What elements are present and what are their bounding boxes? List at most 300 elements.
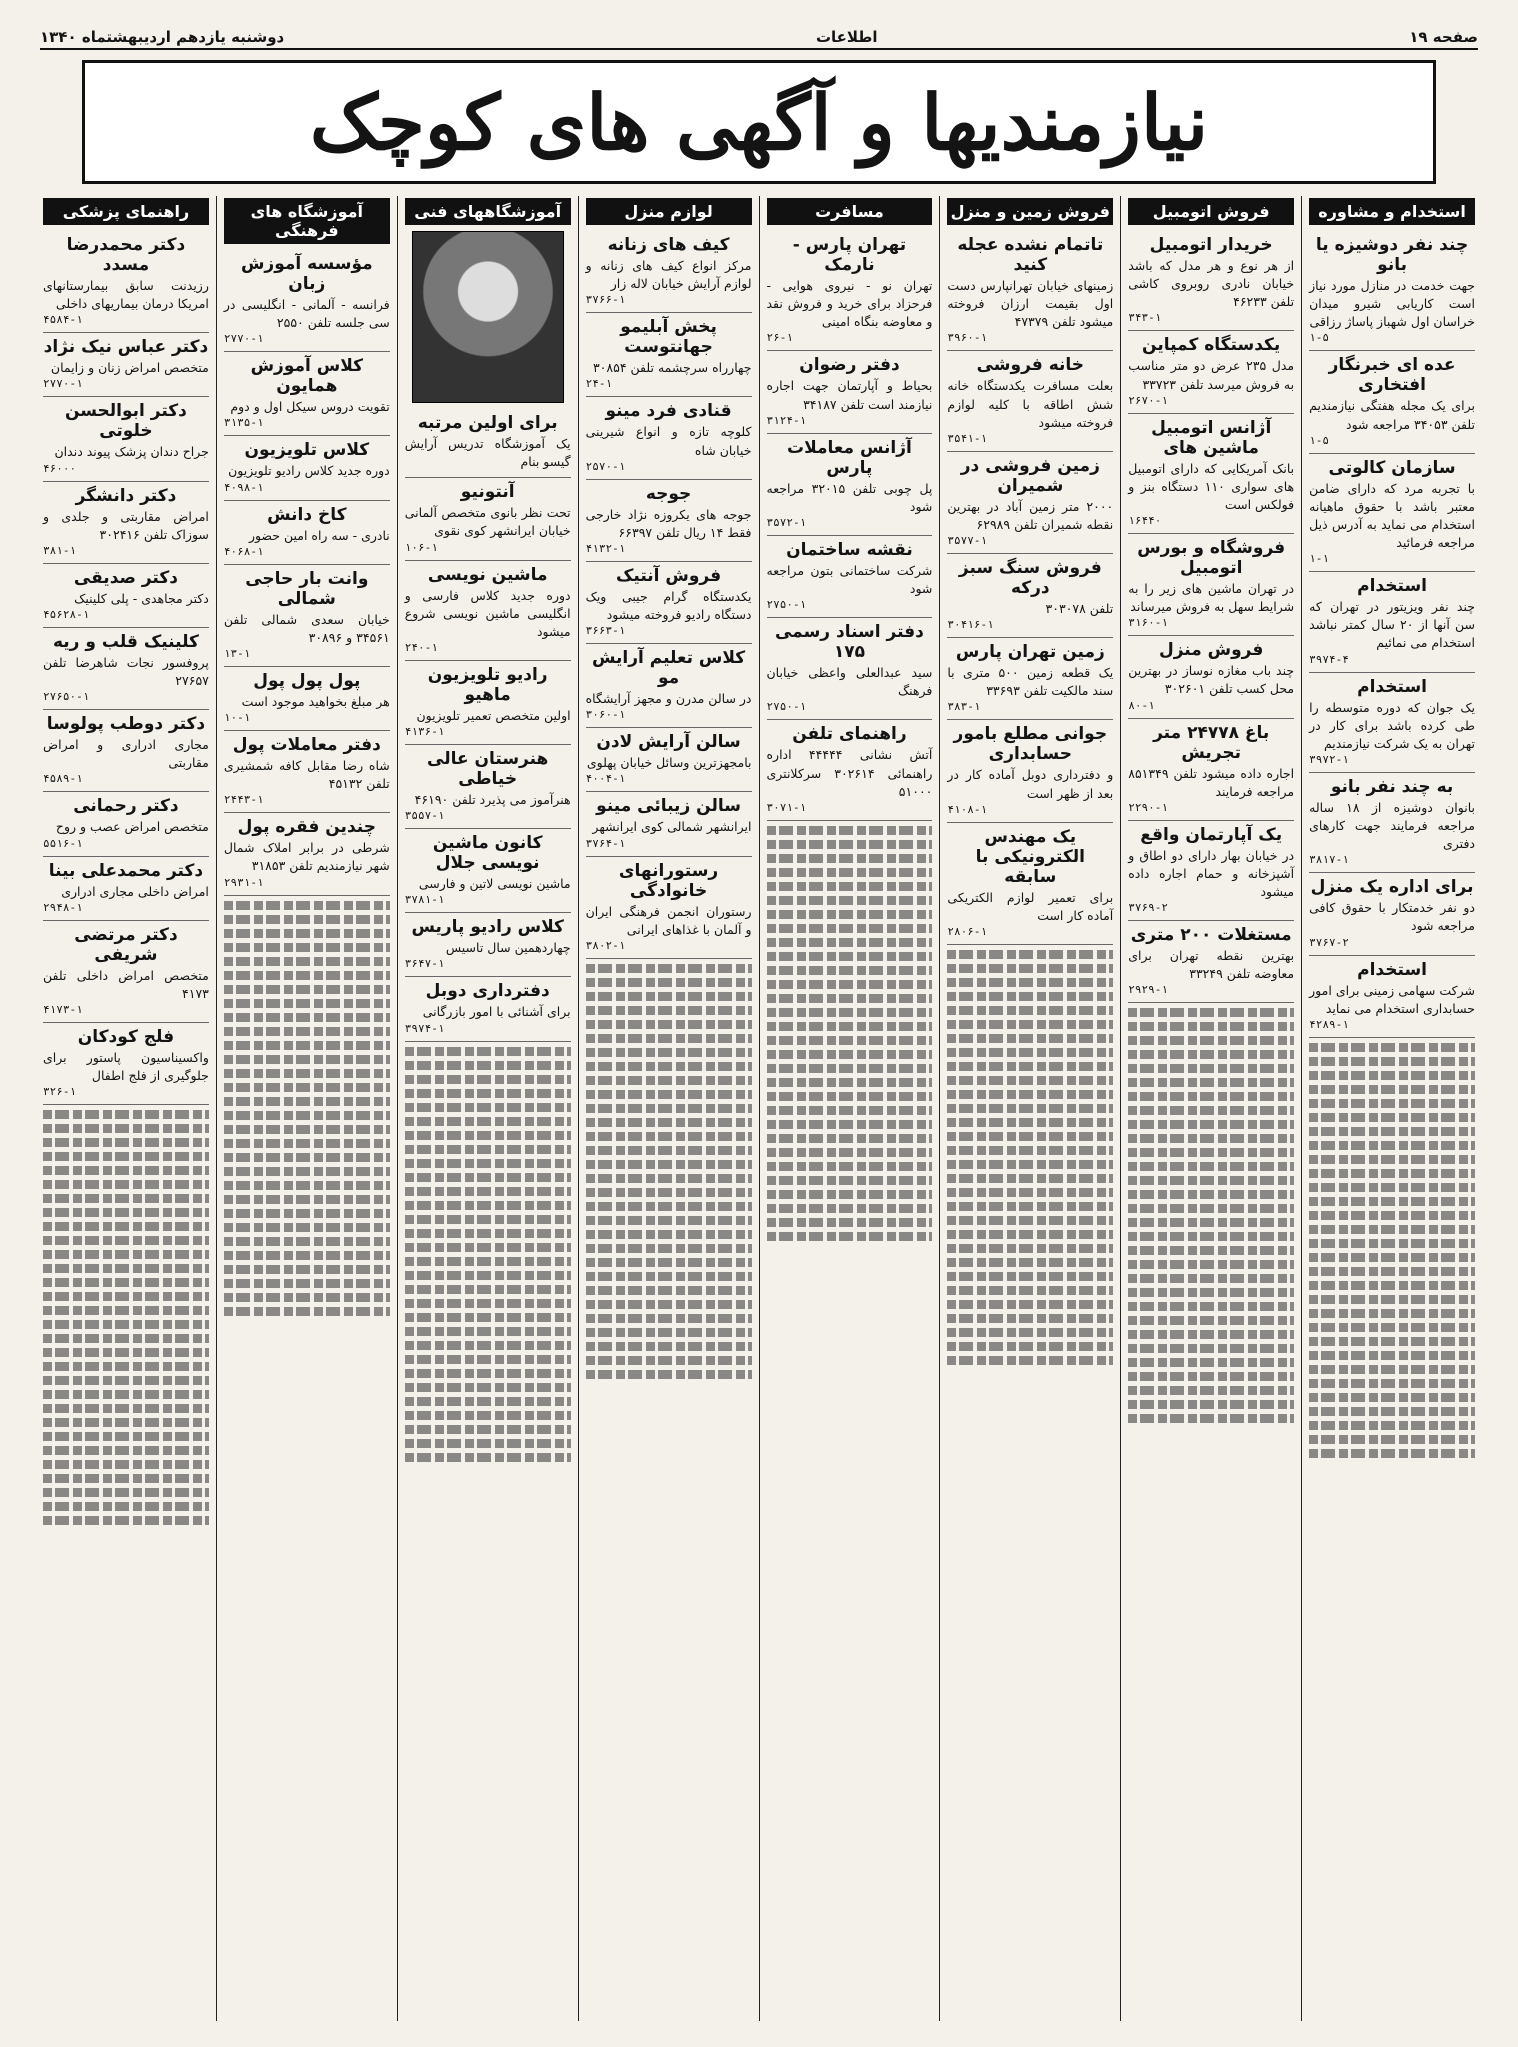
ad-title: جوجه xyxy=(645,483,692,504)
print-texture-line xyxy=(947,1356,1113,1365)
print-texture-line xyxy=(767,1148,933,1157)
ad-body: متخصص امراض عصب و روح xyxy=(55,819,209,835)
ad-body: هنرآموز می پذیرد تلفن ۴۶۱۹۰ xyxy=(414,792,571,807)
print-texture-line xyxy=(405,1411,571,1420)
ad-code: ۳۸۳-۱ xyxy=(947,700,981,714)
print-texture-line xyxy=(405,1299,571,1308)
print-texture-line xyxy=(405,1145,571,1154)
classified-ad xyxy=(405,913,571,977)
ad-code: ۲۴۴۳-۱ xyxy=(223,793,264,807)
print-texture-line xyxy=(1128,1190,1294,1199)
ad-code: ۳۵۴۱-۱ xyxy=(947,431,988,445)
print-texture-line xyxy=(586,1146,752,1155)
print-texture-line xyxy=(43,1194,209,1203)
ad-code: ۳۱۲۴-۱ xyxy=(766,413,807,427)
print-texture-line xyxy=(1309,1295,1475,1304)
ad-code: ۴۱۳۲-۱ xyxy=(585,541,626,555)
ad-title: دکتر مرتضی شریفی xyxy=(74,924,178,965)
print-texture-line xyxy=(1309,1183,1475,1192)
ad-title: یک آپارتمان واقع xyxy=(1140,824,1283,845)
ad-title: یک مهندس الکترونیکی با سابقه xyxy=(975,826,1085,887)
print-texture-line xyxy=(405,1131,571,1140)
print-texture-line xyxy=(947,964,1113,973)
ad-title: فروش آنتیک xyxy=(615,565,722,586)
issue-date: دوشنبه یازدهم اردیبهشتماه ۱۳۴۰ xyxy=(40,28,285,46)
ad-title: جوانی مطلع بامور حسابداری xyxy=(953,724,1108,765)
print-texture-line xyxy=(43,1222,209,1231)
print-texture-line xyxy=(224,1167,390,1176)
print-texture-line xyxy=(43,1306,209,1315)
column-5 xyxy=(578,196,759,2021)
print-texture-line xyxy=(947,1146,1113,1155)
print-texture-line xyxy=(1309,1239,1475,1248)
ad-body: هر مبلغ بخواهید موجود است xyxy=(241,693,390,709)
ad-body: رزیدنت سابق بیمارستانهای امریکا درمان بیماریهای داخلی xyxy=(43,278,209,312)
print-texture-line xyxy=(224,1027,390,1036)
ad-body: یک قطعه زمین ۵۰۰ متری با سند مالکیت تلفن ۳۳۶۹۳ xyxy=(947,665,1114,699)
ad-body: شاه رضا مقابل کافه شمشیری تلفن ۴۵۱۳۲ xyxy=(223,758,390,792)
print-texture-line xyxy=(767,1008,933,1017)
print-texture-line xyxy=(405,1061,571,1070)
print-texture-line xyxy=(767,1176,933,1185)
ad-body: متخصص امراض داخلی تلفن ۴۱۷۳ xyxy=(43,967,209,1001)
print-texture-line xyxy=(1128,1106,1294,1115)
print-texture-line xyxy=(1128,1260,1294,1269)
print-texture-line xyxy=(767,1064,933,1073)
classified-ad xyxy=(224,731,390,813)
ad-title: چند نفر دوشیزه یا بانو xyxy=(1315,235,1469,275)
print-texture-line xyxy=(586,1034,752,1043)
ad-code: ۳۹۷۴-۱ xyxy=(404,1021,445,1035)
ad-body: دوره جدید کلاس رادیو تلویزیون xyxy=(228,463,390,479)
print-texture-line xyxy=(224,1069,390,1078)
print-texture-line xyxy=(1128,1330,1294,1339)
print-texture-line xyxy=(767,1190,933,1199)
ad-body: مجاری ادراری و امراض مقاربتی xyxy=(43,737,209,771)
ad-body: برای یک مجله هفتگی نیازمندیم تلفن ۳۴۰۵۳ مراجعه شود xyxy=(1309,398,1475,432)
ad-body: رستوران انجمن فرهنگی ایران و آلمان با غذاهای ایرانی xyxy=(585,903,752,937)
print-texture-line xyxy=(586,1300,752,1309)
print-texture-line xyxy=(224,1041,390,1050)
banner-title: نیازمندیها و آگهی های کوچک xyxy=(309,77,1209,167)
ad-code: ۴۰۶۸-۱ xyxy=(223,544,264,558)
print-texture-line xyxy=(767,840,933,849)
print-texture-line xyxy=(1128,1218,1294,1227)
print-texture-line xyxy=(767,1120,933,1129)
print-texture-line xyxy=(947,1104,1113,1113)
print-texture-line xyxy=(947,1118,1113,1127)
classified-ad xyxy=(1309,231,1475,351)
ad-code: ۴۵۶۲۸-۱ xyxy=(43,607,90,621)
print-texture-line xyxy=(224,1209,390,1218)
print-texture-line xyxy=(586,1132,752,1141)
print-texture-line xyxy=(586,964,752,973)
paper-name: اطلاعات xyxy=(815,28,878,46)
print-texture-line xyxy=(947,1160,1113,1169)
print-texture-line xyxy=(43,1362,209,1371)
print-texture-line xyxy=(947,1062,1113,1071)
print-texture-line xyxy=(1128,1204,1294,1213)
classified-ad xyxy=(405,661,571,745)
print-texture-line xyxy=(405,1215,571,1224)
ad-body: یک جوان که دوره متوسطه را طی کرده باشد برای کار در تهران به یک شرکت نیازمندیم xyxy=(1309,699,1475,751)
ad-title: یکدستگاه کمپاین xyxy=(1142,335,1281,356)
ad-title: چندین فقره پول xyxy=(237,817,376,838)
classified-ad xyxy=(43,921,209,1023)
classified-ad xyxy=(43,564,209,628)
ad-title: خریدار اتومبیل xyxy=(1149,235,1273,255)
print-texture-line xyxy=(1309,1225,1475,1234)
ad-title: دفترداری دوبل xyxy=(425,981,550,1002)
print-texture-line xyxy=(586,1202,752,1211)
print-texture-line xyxy=(1128,1316,1294,1325)
ad-title: قنادی فرد مینو xyxy=(605,401,732,422)
column-6 xyxy=(397,196,578,2021)
ad-title: استخدام xyxy=(1357,676,1427,697)
print-texture-line xyxy=(947,1174,1113,1183)
print-texture-line xyxy=(405,1173,571,1182)
print-texture-line xyxy=(767,1022,933,1031)
print-texture-line xyxy=(1128,1386,1294,1395)
ad-title: راهنمای تلفن xyxy=(792,724,907,745)
print-texture-line xyxy=(1128,1246,1294,1255)
print-texture-line xyxy=(767,1218,933,1227)
print-texture-line xyxy=(43,1320,209,1329)
ad-title: کاخ دانش xyxy=(267,504,347,525)
ad-title: پول پول پول xyxy=(253,670,361,691)
print-texture-line xyxy=(405,1397,571,1406)
ad-body: نادری - سه راه امین حضور xyxy=(248,527,390,543)
ad-code: ۳۹۶۰-۱ xyxy=(947,331,988,345)
ad-code: ۴۵۸۹-۱ xyxy=(43,772,83,786)
ad-code: ۲۶۷۰-۱ xyxy=(1128,393,1168,407)
print-texture-line xyxy=(1309,1211,1475,1220)
ad-body: اولین متخصص تعمیر تلویزیون xyxy=(416,707,571,723)
classified-ad xyxy=(1309,956,1475,1038)
print-texture-line xyxy=(586,1090,752,1099)
ad-body: بامجهزترین وسائل خیابان پهلوی xyxy=(586,755,752,771)
print-texture-line xyxy=(767,1162,933,1171)
classified-ad xyxy=(1128,414,1294,534)
print-texture-line xyxy=(947,1188,1113,1197)
print-texture-line xyxy=(586,1342,752,1351)
print-texture-line xyxy=(767,924,933,933)
print-texture-line xyxy=(767,1036,933,1045)
print-texture-line xyxy=(1309,1169,1475,1178)
ad-body: و دفترداری دوبل آماده کار در بعد از ظهر است xyxy=(947,767,1114,801)
print-texture-line xyxy=(1309,1309,1475,1318)
print-texture-line xyxy=(767,980,933,989)
ad-code: ۴۲۸۹-۱ xyxy=(1309,1017,1349,1031)
print-texture-line xyxy=(1309,1323,1475,1332)
print-texture-line xyxy=(43,1124,209,1133)
classified-ad xyxy=(405,829,571,913)
classified-ad xyxy=(1128,231,1294,331)
print-texture-line xyxy=(43,1432,209,1441)
section-header: فروش زمین و منزل xyxy=(947,198,1113,225)
print-texture-line xyxy=(1309,1379,1475,1388)
ad-code: ۴۵۸۴-۱ xyxy=(43,313,83,327)
print-texture-line xyxy=(224,943,390,952)
print-texture-line xyxy=(586,1188,752,1197)
print-texture-line xyxy=(43,1446,209,1455)
ad-title: زمین تهران پارس xyxy=(955,642,1105,663)
classified-ad xyxy=(1128,534,1294,636)
classified-ad xyxy=(43,482,209,564)
print-texture-line xyxy=(405,1383,571,1392)
ad-code: ۳۵۷۲-۱ xyxy=(766,515,807,529)
print-texture-line xyxy=(405,1089,571,1098)
classified-ad xyxy=(1309,572,1475,672)
print-texture-line xyxy=(1128,1050,1294,1059)
print-texture-line xyxy=(405,1117,571,1126)
ad-title: عده ای خبرنگار افتخاری xyxy=(1328,355,1456,396)
print-texture-line xyxy=(1309,1351,1475,1360)
classified-ad xyxy=(767,351,933,433)
print-texture-line xyxy=(43,1502,209,1511)
ad-title: مستغلات ۲۰۰ متری xyxy=(1130,925,1292,946)
ad-code: ۱-۵ xyxy=(1309,331,1329,345)
classified-ad xyxy=(224,565,390,667)
ad-code: ۳۵۵۷-۱ xyxy=(404,809,445,823)
print-texture-line xyxy=(1128,1036,1294,1045)
ad-code: ۴۱۳۶-۱ xyxy=(404,725,445,738)
ad-code: ۳۷۶۹-۲ xyxy=(1128,901,1168,915)
ad-code: ۳۸۱۷-۱ xyxy=(1309,853,1349,867)
print-texture-line xyxy=(1128,1274,1294,1283)
print-texture-line xyxy=(43,1264,209,1273)
print-texture-line xyxy=(947,1272,1113,1281)
print-texture-line xyxy=(405,1257,571,1266)
print-texture-line xyxy=(586,1006,752,1015)
print-texture-line xyxy=(405,1229,571,1238)
print-texture-line xyxy=(224,1279,390,1288)
classified-ad xyxy=(586,857,752,959)
ad-body: جوجه های یکروزه نژاد خارجی فقط ۱۴ ریال تلفن ۶۶۳۹۷ xyxy=(585,506,752,540)
ad-title: دکتر محمدعلی بینا xyxy=(48,860,204,881)
ad-code: ۳۲۶-۱ xyxy=(43,1085,77,1099)
print-texture-line xyxy=(405,1047,571,1056)
ad-code: ۱۰۶-۱ xyxy=(404,540,438,554)
print-texture-line xyxy=(224,1237,390,1246)
section-header: مسافرت xyxy=(767,198,933,225)
ad-code: ۴۰۹۸-۱ xyxy=(223,480,264,494)
ad-title: رادیو تلویزیون ماهیو xyxy=(427,664,548,705)
ad-body: بحیاط و آپارتمان جهت اجاره نیازمند است تلفن ۳۴۱۸۷ xyxy=(766,378,933,412)
print-texture-line xyxy=(767,882,933,891)
ad-body: چهارراه سرچشمه تلفن ۳۰۸۵۴ xyxy=(592,360,752,376)
print-texture-line xyxy=(224,957,390,966)
ad-code: ۳۸۱-۱ xyxy=(43,543,77,557)
classified-ad xyxy=(767,231,933,351)
print-texture-line xyxy=(43,1250,209,1259)
print-texture-line xyxy=(767,826,933,835)
ad-title: فروش منزل xyxy=(1158,640,1264,661)
print-texture-line xyxy=(1309,1043,1475,1052)
ad-body: یکدستگاه گرام جیبی ویک دستگاه رادیو فروخته میشود xyxy=(585,588,752,622)
ad-body: کلوچه تازه و انواع شیرینی خیابان شاه xyxy=(585,424,752,458)
ad-code: ۲۹۲۹-۱ xyxy=(1128,983,1168,997)
ad-body: جهت خدمت در منازل مورد نیاز است کاریابی شیرو میدان خراسان اول شهباز پاساژ رزاقی xyxy=(1309,278,1475,330)
classified-ad xyxy=(1128,636,1294,718)
print-texture-line xyxy=(43,1334,209,1343)
ad-code: ۴۰۰۴-۱ xyxy=(585,772,626,786)
ad-body: در تهران ماشین های زیر را به شرایط سهل به فروش میرساند xyxy=(1128,581,1295,615)
section-header: لوازم منزل xyxy=(586,198,752,225)
classified-ad xyxy=(947,720,1113,822)
ad-title: به چند نفر بانو xyxy=(1330,776,1454,797)
print-texture-line xyxy=(586,1258,752,1267)
ad-title: تهران پارس - نارمک xyxy=(792,235,907,275)
ad-code: ۲۶-۱ xyxy=(766,331,793,345)
print-texture-line xyxy=(586,992,752,1001)
print-texture-line xyxy=(405,1341,571,1350)
print-texture-line xyxy=(586,1272,752,1281)
ad-title: سالن زیبائی مینو xyxy=(596,796,741,817)
print-texture-line xyxy=(224,1195,390,1204)
page-number: صفحه ۱۹ xyxy=(1409,28,1478,46)
print-texture-line xyxy=(224,1293,390,1302)
print-texture-line xyxy=(224,971,390,980)
print-texture-line xyxy=(586,1314,752,1323)
classified-ad xyxy=(586,792,752,856)
ad-title: سالن آرایش لادن xyxy=(596,732,741,753)
ad-code: ۲۹۳۱-۱ xyxy=(223,875,264,889)
ad-code: ۲۴-۱ xyxy=(585,377,613,391)
classified-ad xyxy=(224,250,390,352)
print-texture-line xyxy=(1309,1113,1475,1122)
print-texture-line xyxy=(1128,1400,1294,1409)
print-texture-line xyxy=(947,1090,1113,1099)
print-texture-line xyxy=(947,1300,1113,1309)
ad-body: جراح دندان پزشک پیوند دندان xyxy=(54,444,209,460)
ad-code: ۴۶۰۰۰ xyxy=(43,461,77,475)
ad-title: پخش آبلیمو جهانتوست xyxy=(620,317,717,358)
print-texture-line xyxy=(767,1232,933,1241)
print-texture-line xyxy=(767,1106,933,1115)
print-texture-line xyxy=(586,1076,752,1085)
ad-title: آژانس معاملات پارس xyxy=(787,437,912,478)
classified-ad xyxy=(405,561,571,661)
print-texture-line xyxy=(947,1020,1113,1029)
ad-code: ۳۱۳۵-۱ xyxy=(223,416,264,430)
print-texture-line xyxy=(43,1404,209,1413)
ad-body: در خیابان بهار دارای دو اطاق و آشپزخانه و حمام اجاره داده میشود xyxy=(1128,847,1295,899)
print-texture-line xyxy=(43,1152,209,1161)
print-texture-line xyxy=(586,1174,752,1183)
classified-ad xyxy=(947,231,1113,351)
classified-ad xyxy=(947,351,1113,451)
ad-body: شرکت سهامی زمینی برای امور حسابداری استخدام می نماید xyxy=(1309,982,1475,1016)
print-texture-line xyxy=(43,1376,209,1385)
section-banner xyxy=(82,60,1436,184)
print-texture-line xyxy=(224,985,390,994)
classified-ad xyxy=(586,231,752,313)
ad-code: ۲۷۵۰-۱ xyxy=(766,700,807,714)
print-texture-line xyxy=(224,1139,390,1148)
print-texture-line xyxy=(1128,1288,1294,1297)
print-texture-line xyxy=(405,1159,571,1168)
classified-ad xyxy=(43,333,209,397)
print-texture-line xyxy=(586,1244,752,1253)
ad-code: ۳۹۷۲-۱ xyxy=(1309,752,1349,766)
print-texture-line xyxy=(586,978,752,987)
print-texture-line xyxy=(43,1474,209,1483)
print-texture-line xyxy=(1128,1344,1294,1353)
ad-code: ۱۳-۱ xyxy=(223,646,251,660)
page-header xyxy=(40,26,1478,50)
print-texture-line xyxy=(405,1075,571,1084)
print-texture-line xyxy=(43,1166,209,1175)
ad-title: کلاس تلویزیون xyxy=(244,440,370,461)
print-texture-line xyxy=(767,910,933,919)
print-texture-line xyxy=(947,1258,1113,1267)
print-texture-line xyxy=(947,1048,1113,1057)
ad-body: اجاره داده میشود تلفن ۸۵۱۳۴۹ مراجعه فرمایند xyxy=(1128,765,1295,799)
print-texture-line xyxy=(224,1111,390,1120)
print-texture-line xyxy=(224,929,390,938)
ad-title: دفتر رضوان xyxy=(799,355,900,376)
print-texture-line xyxy=(405,1369,571,1378)
classified-ad xyxy=(43,231,209,333)
classified-ad xyxy=(767,536,933,618)
classified-ad xyxy=(1128,821,1294,921)
ad-title: آنتونیو xyxy=(460,482,515,503)
print-texture-line xyxy=(1128,1414,1294,1423)
ad-code: ۲۲۹۰-۱ xyxy=(1128,800,1168,814)
print-texture-line xyxy=(767,1050,933,1059)
ad-code: ۳۷۶۴-۱ xyxy=(585,836,626,850)
ad-code: ۱۰-۱ xyxy=(223,711,251,724)
ad-body: متخصص امراض زنان و زایمان xyxy=(50,360,209,376)
ad-body: تهران نو - نیروی هوایی - فرحزاد برای خرید و فروش نقد و معاوضه بنگاه امینی xyxy=(766,278,933,330)
ad-body: واکسیناسیون پاستور برای جلوگیری از فلج اطفال xyxy=(43,1049,209,1083)
ad-body: تقویت دروس سیکل اول و دوم xyxy=(230,399,390,415)
ad-code: ۲۷۷۰-۱ xyxy=(223,332,264,346)
ad-code: ۳۷۶۶-۱ xyxy=(585,293,626,307)
ad-body: فرانسه - آلمانی - انگلیسی در سی جلسه تلفن ۲۵۵۰ xyxy=(223,297,390,331)
ad-title: استخدام xyxy=(1357,576,1427,597)
ad-title: کلاس رادیو پاریس xyxy=(411,917,564,938)
print-texture-line xyxy=(405,1271,571,1280)
print-texture-line xyxy=(1128,1120,1294,1129)
ad-code: ۳۰۶۰-۱ xyxy=(585,708,626,722)
print-texture-line xyxy=(1128,1162,1294,1171)
classified-ad xyxy=(947,452,1113,554)
classified-ad xyxy=(224,352,390,436)
print-texture-line xyxy=(947,1230,1113,1239)
print-texture-line xyxy=(767,896,933,905)
ad-body: شرکت ساختمانی بتون مراجعه شود xyxy=(766,562,933,596)
print-texture-line xyxy=(1309,1141,1475,1150)
print-texture-line xyxy=(43,1208,209,1217)
print-texture-line xyxy=(1128,1092,1294,1101)
ad-body: برای آشنائی با امور بازرگانی xyxy=(422,1004,571,1020)
print-texture-line xyxy=(947,1202,1113,1211)
classified-ad xyxy=(947,638,1113,720)
print-texture-line xyxy=(224,1097,390,1106)
print-texture-line xyxy=(586,1356,752,1365)
ad-code: ۱-۵ xyxy=(1309,433,1329,447)
classified-ad xyxy=(43,1023,209,1105)
ad-body: خیابان سعدی شمالی تلفن ۳۴۵۶۱ و ۳۰۸۹۶ xyxy=(223,611,390,645)
ad-body: امراض مقاربتی و جلدی و سوزاک تلفن ۳۰۲۴۱۶ xyxy=(43,508,209,542)
ad-title: استخدام xyxy=(1357,959,1427,980)
print-texture-line xyxy=(224,999,390,1008)
ad-title: دکتر دانشگر xyxy=(75,485,177,506)
section-header: استخدام و مشاوره xyxy=(1309,198,1475,225)
classified-ad xyxy=(586,728,752,792)
